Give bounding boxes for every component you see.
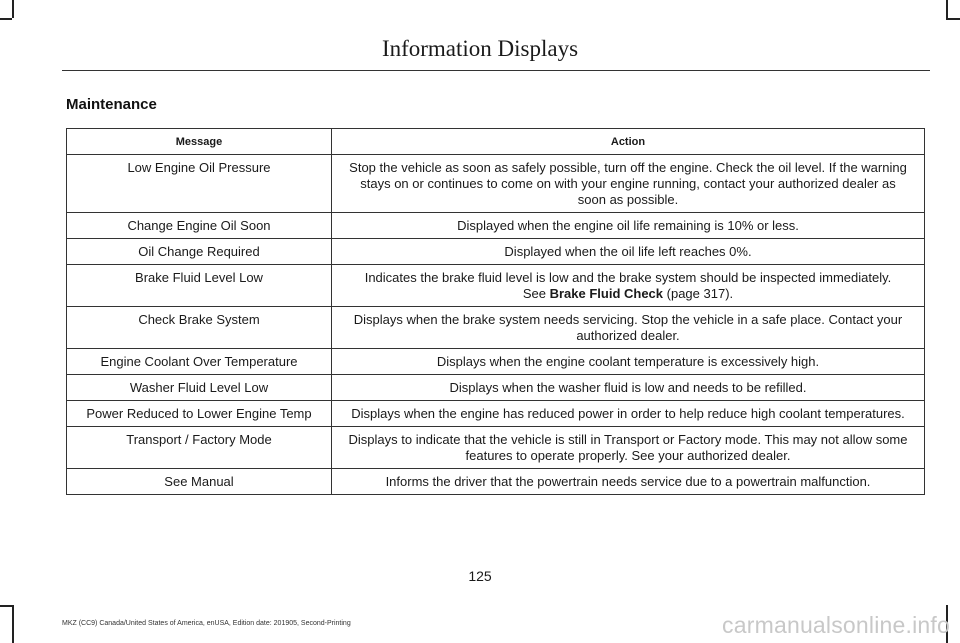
page-number: 125 <box>468 568 492 584</box>
crop-mark-bottom-left <box>12 605 14 643</box>
table-row <box>67 375 925 401</box>
table-row <box>67 307 925 349</box>
message-cell: Oil Change Required <box>67 239 332 265</box>
table-header-row <box>67 129 925 155</box>
crop-mark-bottom-left-h <box>0 605 12 607</box>
table-row <box>67 265 925 307</box>
action-cell: Displays when the engine coolant temperature is excessively high. <box>332 349 925 375</box>
action-cell: Displays when the brake system needs servicing. Stop the vehicle in a safe place. Contact your authorized dealer. <box>332 307 925 349</box>
edition-footer: MKZ (CC9) Canada/United States of America, enUSA, Edition date: 201905, Second-Printing <box>62 620 351 627</box>
maintenance-messages-table <box>66 128 925 495</box>
crop-mark-top-left <box>12 0 14 18</box>
watermark-logo: carmanualsonline.info <box>722 612 950 638</box>
table-row <box>67 427 925 469</box>
table-row <box>67 401 925 427</box>
action-cell: Displays to indicate that the vehicle is still in Transport or Factory mode. This may not allow some features to operate properly. See your authorized dealer. <box>332 427 925 469</box>
message-cell: Check Brake System <box>67 307 332 349</box>
page-reference: (page 317). <box>663 286 734 301</box>
message-cell: Brake Fluid Level Low <box>67 265 332 307</box>
message-cell: Change Engine Oil Soon <box>67 213 332 239</box>
action-cell: Displayed when the engine oil life remaining is 10% or less. <box>332 213 925 239</box>
section-title: Maintenance <box>66 96 157 113</box>
table-row <box>67 349 925 375</box>
message-cell: See Manual <box>67 469 332 495</box>
crop-mark-top-right <box>946 0 948 18</box>
message-cell: Washer Fluid Level Low <box>67 375 332 401</box>
column-header-action: Action <box>332 129 925 155</box>
action-cell: Stop the vehicle as soon as safely possible, turn off the engine. Check the oil level. If the warning stays on or continues to come on with your engine running, contact your authorized dealer as soon as possible. <box>332 155 925 213</box>
action-cell: Displays when the washer fluid is low and needs to be refilled. <box>332 375 925 401</box>
table-row <box>67 213 925 239</box>
action-text: Indicates the brake fluid level is low and the brake system should be inspected immediately. See <box>364 270 892 301</box>
message-cell: Power Reduced to Lower Engine Temp <box>67 401 332 427</box>
table-row <box>67 239 925 265</box>
table-row <box>67 155 925 213</box>
table-row <box>67 469 925 495</box>
page-title: Information Displays <box>381 36 579 61</box>
action-cell: Displayed when the oil life left reaches 0%. <box>332 239 925 265</box>
action-cell: Informs the driver that the powertrain needs service due to a powertrain malfunction. <box>332 469 925 495</box>
message-cell: Low Engine Oil Pressure <box>67 155 332 213</box>
header-divider <box>62 70 930 71</box>
action-cell: Displays when the engine has reduced power in order to help reduce high coolant temperatures. <box>332 401 925 427</box>
cross-reference-link[interactable]: Brake Fluid Check <box>549 286 664 301</box>
crop-mark-top-right-h <box>946 18 960 20</box>
action-cell <box>332 265 925 307</box>
message-cell: Engine Coolant Over Temperature <box>67 349 332 375</box>
crop-mark-top-left-h <box>0 18 12 20</box>
column-header-message: Message <box>67 129 332 155</box>
message-cell: Transport / Factory Mode <box>67 427 332 469</box>
